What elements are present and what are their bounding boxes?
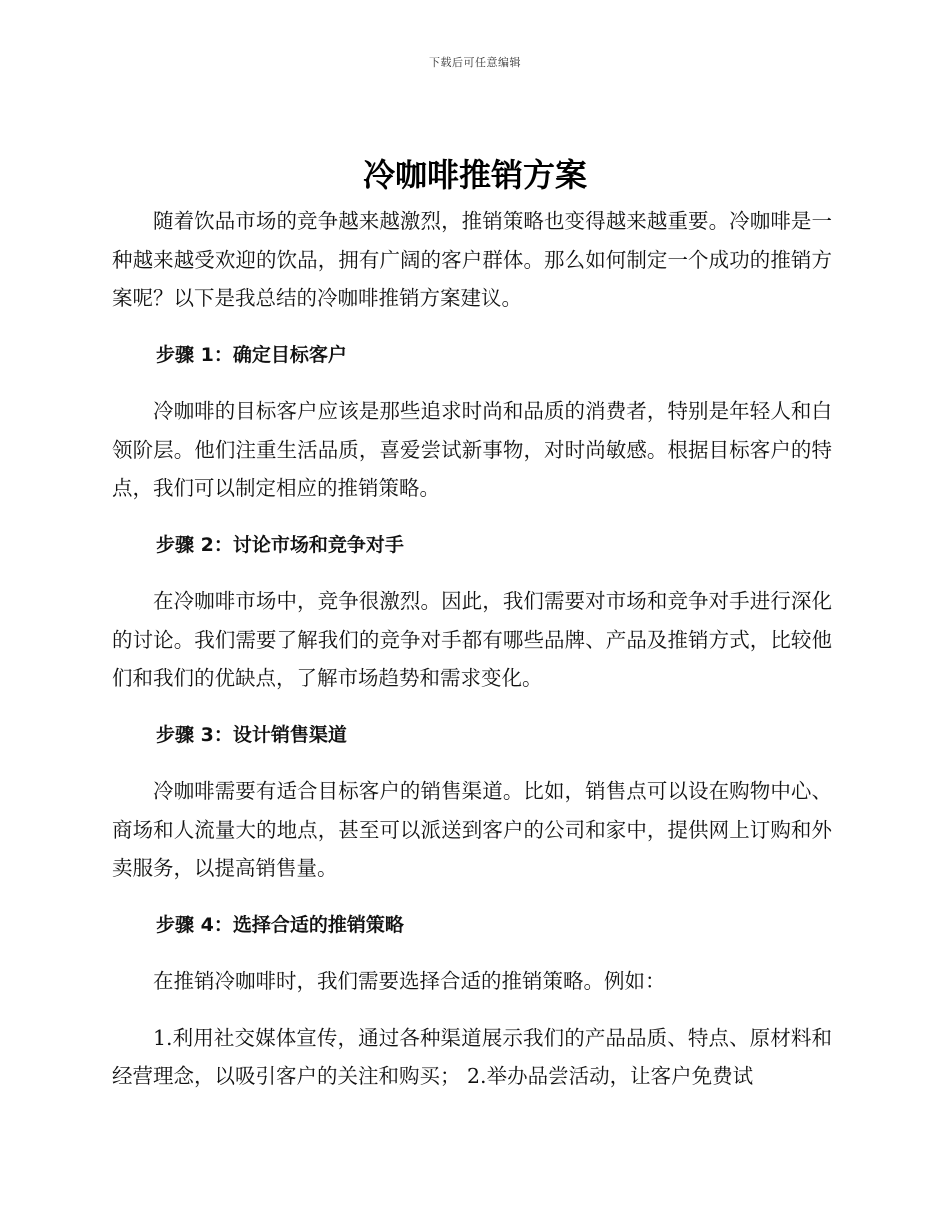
document-body (112, 202, 832, 1096)
intro-paragraph: 随着饮品市场的竞争越来越激烈，推销策略也变得越来越重要。冷咖啡是一种越来越受欢迎的饮品，拥有广阔的客户群体。那么如何制定一个成功的推销方案呢？以下是我总结的冷咖啡推销方案建议。 (112, 209, 832, 310)
step-2-heading: 步骤 2：讨论市场和竞争对手 (156, 533, 404, 556)
step-1-paragraph: 冷咖啡的目标客户应该是那些追求时尚和品质的消费者，特别是年轻人和白领阶层。他们注重生活品质，喜爱尝试新事物，对时尚敏感。根据目标客户的特点，我们可以制定相应的推销策略。 (112, 399, 832, 500)
step-3-paragraph: 冷咖啡需要有适合目标客户的销售渠道。比如，销售点可以设在购物中心、商场和人流量大的地点，甚至可以派送到客户的公司和家中，提供网上订购和外卖服务，以提高销售量。 (112, 779, 832, 880)
strategy-list-paragraph: 1.利用社交媒体宣传，通过各种渠道展示我们的产品品质、特点、原材料和经营理念，以吸引客户的关注和购买； 2.举办品尝活动，让客户免费试 (112, 1025, 832, 1088)
step-2-paragraph: 在冷咖啡市场中，竞争很激烈。因此，我们需要对市场和竞争对手进行深化的讨论。我们需要了解我们的竞争对手都有哪些品牌、产品及推销方式，比较他们和我们的优缺点，了解市场趋势和需求变化。 (112, 589, 832, 690)
step-4-heading: 步骤 4：选择合适的推销策略 (156, 913, 404, 936)
step-4-paragraph: 在推销冷咖啡时，我们需要选择合适的推销策略。例如： (153, 969, 666, 993)
page-title: 冷咖啡推销方案 (362, 156, 587, 194)
step-1-heading: 步骤 1：确定目标客户 (156, 343, 347, 366)
header-note: 下载后可任意编辑 (429, 56, 521, 69)
step-3-heading: 步骤 3：设计销售渠道 (156, 723, 347, 746)
